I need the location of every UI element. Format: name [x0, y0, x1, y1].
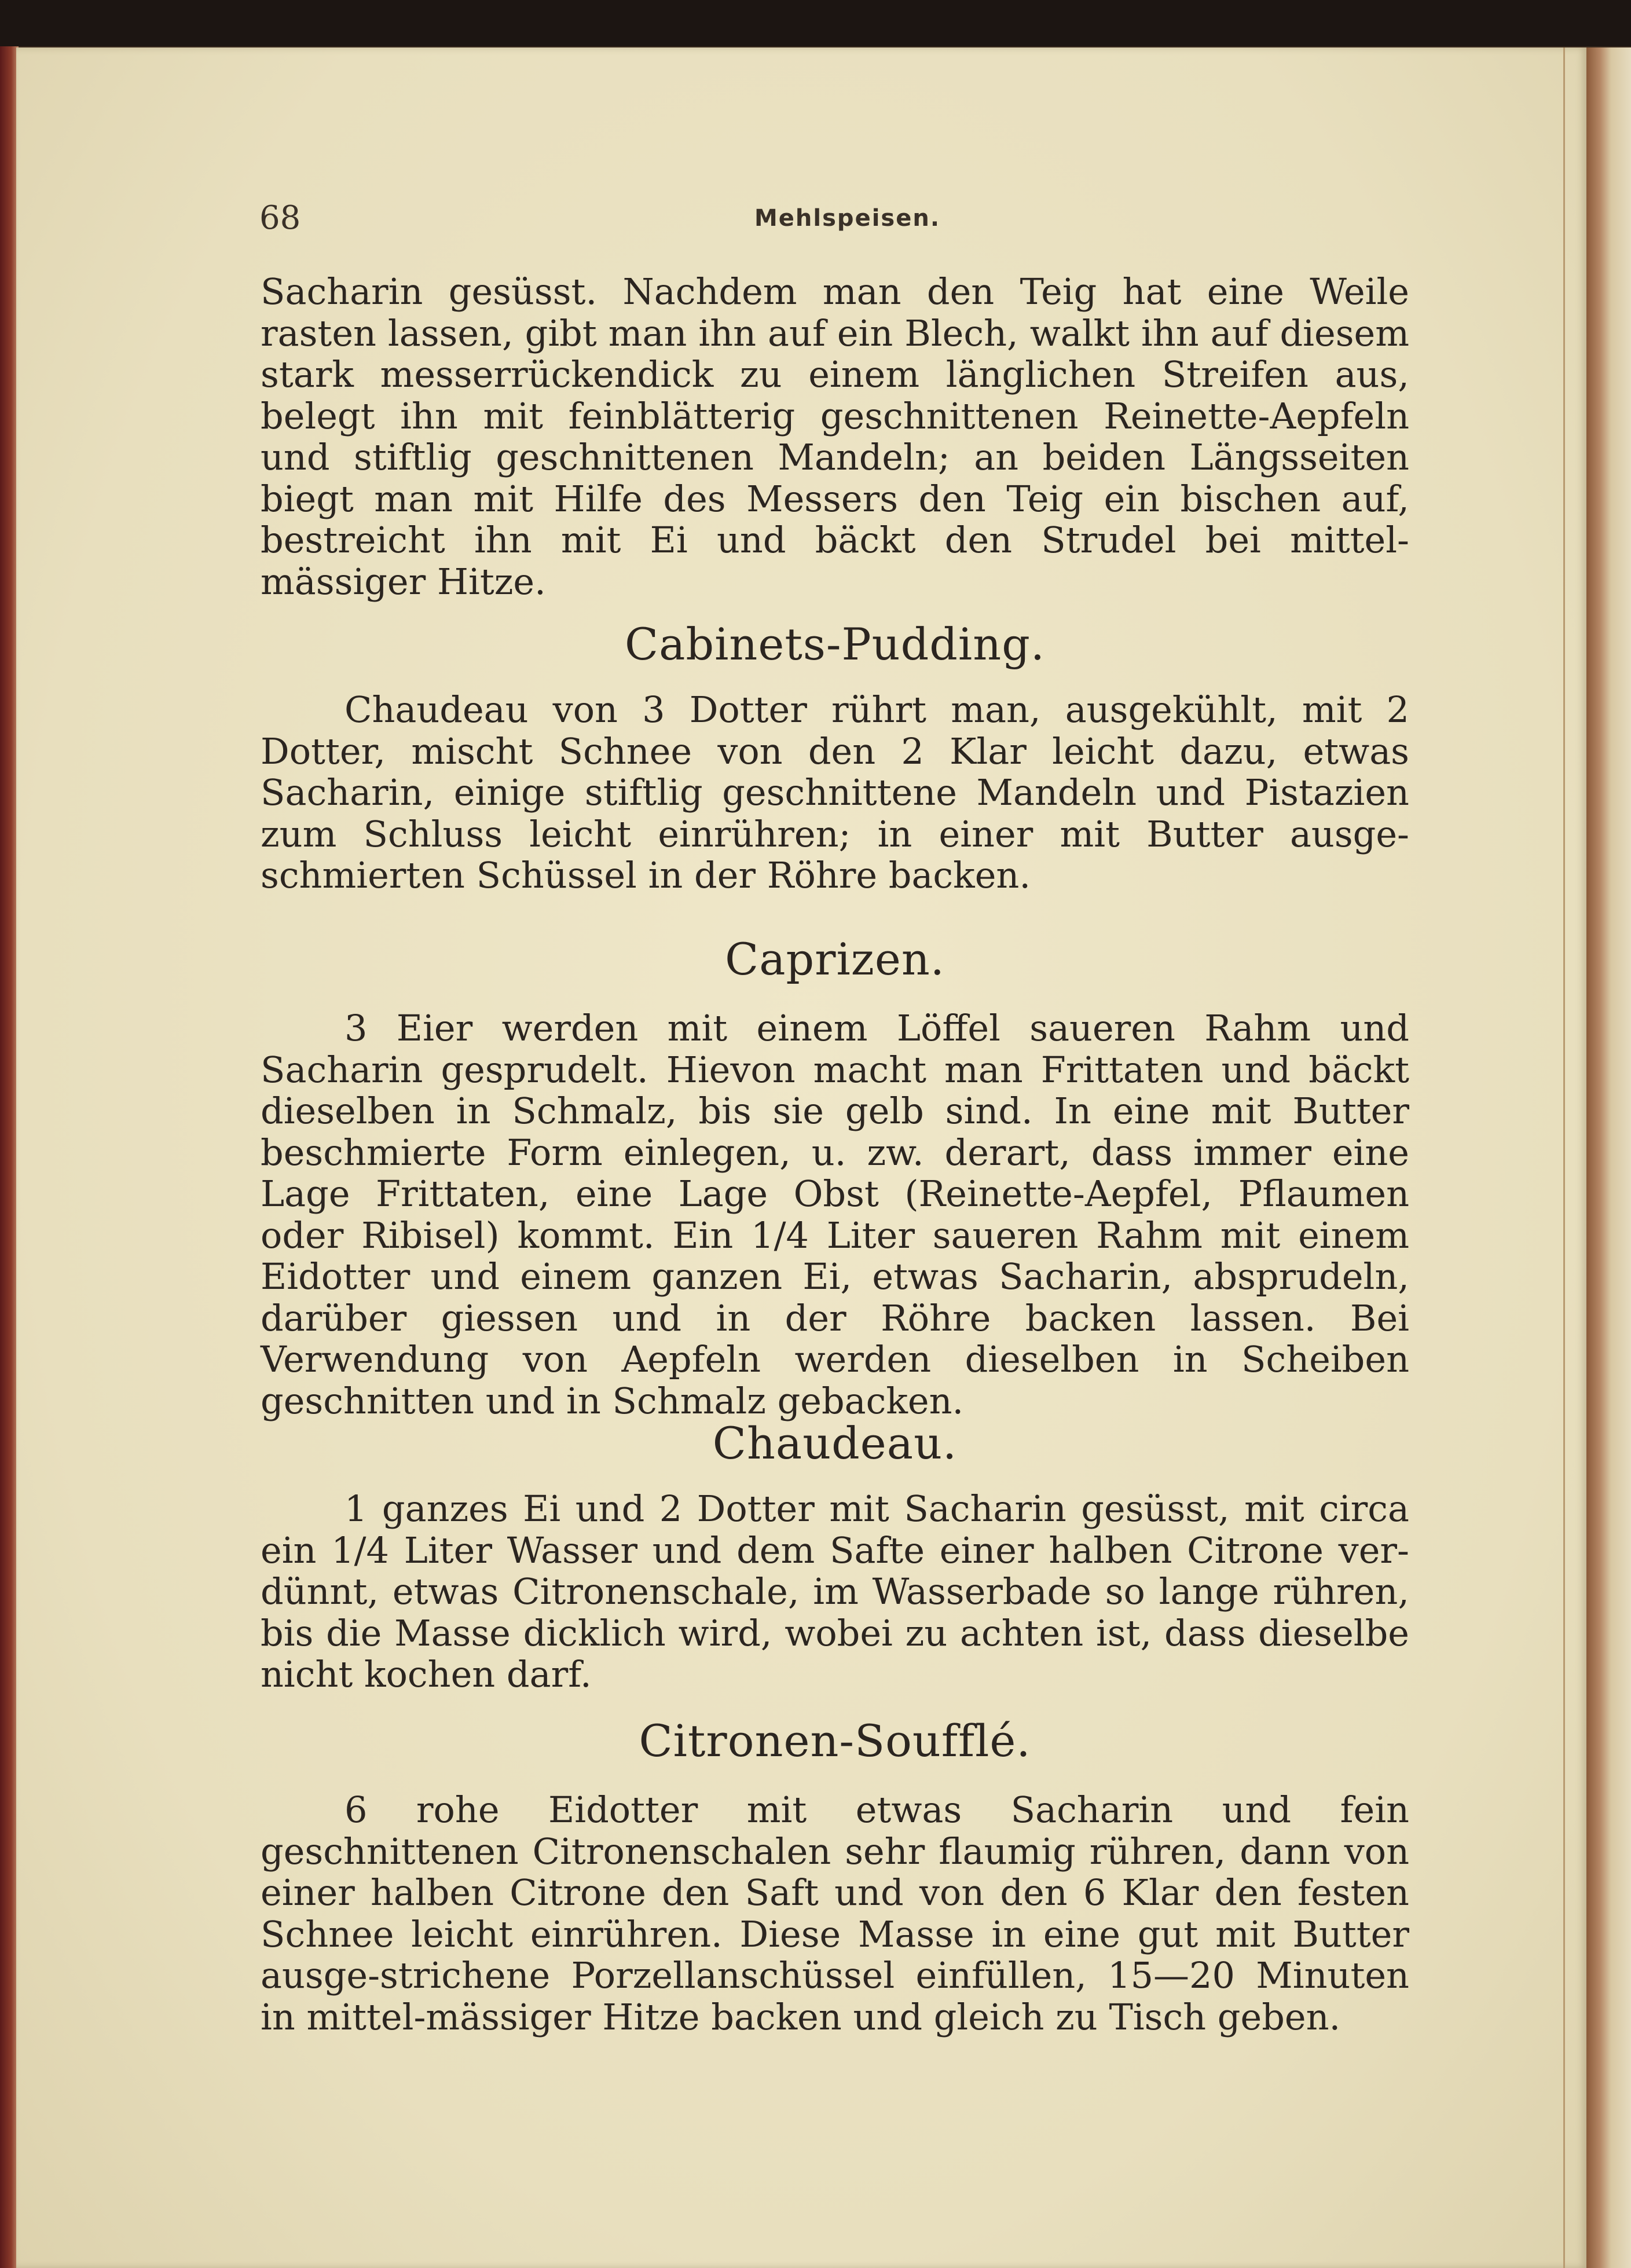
intro-paragraph: Sacharin gesüsst. Nachdem man den Teig hat eine Weile rasten lassen, gibt man ihn auf ein Blech, walkt ihn auf diesem stark messerrückendick zu einem länglichen Streifen aus, belegt ihn mit feinblätterig geschnittenen Reinette-Aepfeln und stiftlig geschnittenen Mandeln; an beiden Längsseiten biegt man mit Hilfe des Messers den Teig ein bischen auf, bestreicht ihn mit Ei und bäckt den Strudel bei mittel-mässiger Hitze.: [261, 270, 1409, 603]
paragraph-caprizen: 3 Eier werden mit einem Löffel saueren Rahm und Sacharin gesprudelt. Hievon macht man Frittaten und bäckt dieselben in Schmalz, bis sie gelb sind. In eine mit Butter beschmierte Form einlegen, u. zw. derart, dass immer eine Lage Frittaten, eine Lage Obst (Reinette-Aepfel, Pflaumen oder Ribisel) kommt. Ein 1/4 Liter saueren Rahm mit einem Eidotter und einem ganzen Ei, etwas Sacharin, absprudeln, darüber giessen und in der Röhre backen lassen. Bei Verwendung von Aepfeln werden dieselben in Scheiben geschnitten und in Schmalz gebacken.: [261, 1007, 1409, 1422]
heading-cabinets-pudding: Cabinets-Pudding.: [624, 618, 1045, 670]
page-edge-line: [1563, 47, 1565, 2268]
page-number: 68: [259, 199, 301, 237]
paragraph-citronen-souffle: 6 rohe Eidotter mit etwas Sacharin und fein geschnittenen Citronenschalen sehr flaumig rühren, dann von einer halben Citrone den Saft und von den 6 Klar den festen Schnee leicht einrühren. Diese Masse in eine gut mit Butter ausge-strichene Porzellanschüssel einfüllen, 15—20 Minuten in mittel-mässiger Hitze backen und gleich zu Tisch geben.: [261, 1789, 1409, 2038]
running-title: Mehlspeisen.: [754, 205, 941, 232]
heading-caprizen: Caprizen.: [725, 933, 945, 985]
heading-citronen-souffle: Citronen-Soufflé.: [639, 1715, 1031, 1767]
right-page-edges: [1586, 47, 1631, 2268]
scan-top-edge: [0, 0, 1631, 46]
paragraph-cabinets-pudding: Chaudeau von 3 Dotter rührt man, ausgekühlt, mit 2 Dotter, mischt Schnee von den 2 Klar leicht dazu, etwas Sacharin, einige stiftlig geschnittene Mandeln und Pistazien zum Schluss leicht einrühren; in einer mit Butter ausge-schmierten Schüssel in der Röhre backen.: [261, 688, 1409, 896]
running-header: [259, 199, 1417, 246]
heading-chaudeau: Chaudeau.: [712, 1417, 958, 1469]
paragraph-chaudeau: 1 ganzes Ei und 2 Dotter mit Sacharin gesüsst, mit circa ein 1/4 Liter Wasser und dem Safte einer halben Citrone ver-dünnt, etwas Citronenschale, im Wasserbade so lange rühren, bis die Masse dicklich wird, wobei zu achten ist, dass dieselbe nicht kochen darf.: [261, 1487, 1409, 1695]
